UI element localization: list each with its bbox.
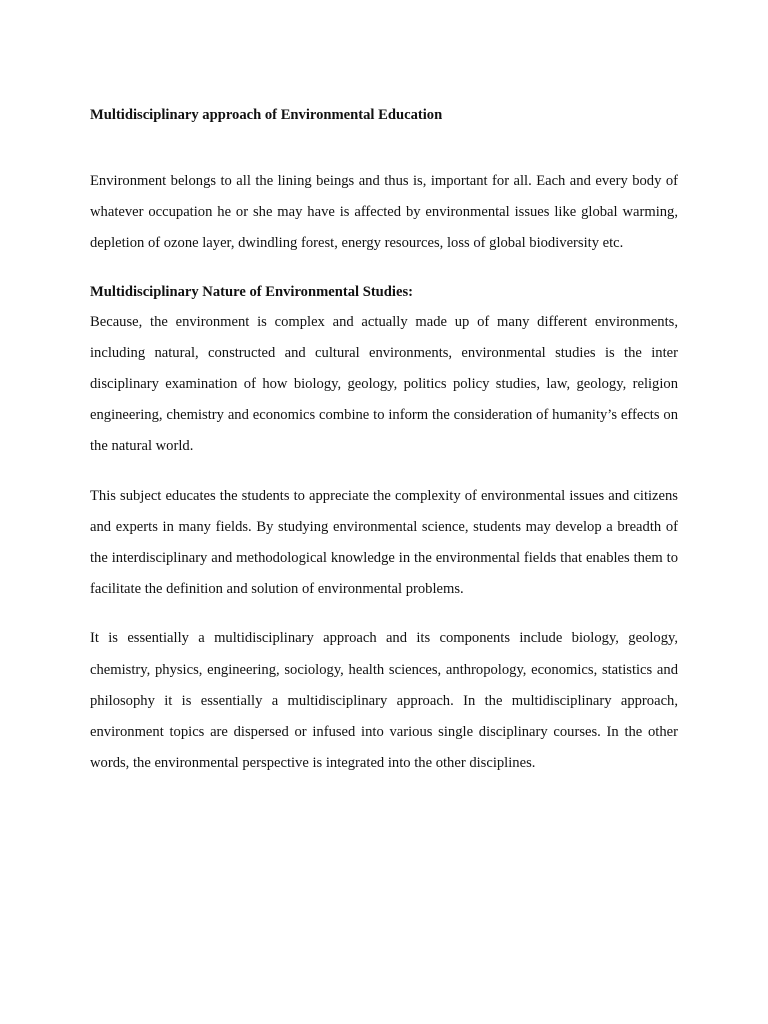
document-body [90, 104, 678, 779]
paragraph-subject-education: This subject educates the students to appreciate the complexity of environmental issues and citizens and experts in many fields. By studying environmental science, students may develop a breadth of the interdisciplinary and methodological knowledge in the environmental fields that enables them to facilitate the definition and solution of environmental problems. [90, 487, 678, 598]
paragraph-intro: Environment belongs to all the lining beings and thus is, important for all. Each and every body of whatever occupation he or she may have is affected by environmental issues like global warming, depletion of ozone layer, dwindling forest, energy resources, loss of global biodiversity etc. [90, 173, 678, 252]
section-heading: Multidisciplinary Nature of Environmental Studies: [90, 283, 413, 300]
paragraph-environment-complexity: Because, the environment is complex and actually made up of many different environments, including natural, constructed and cultural environments, environmental studies is the inter disciplinary examination of how biology, geology, politics policy studies, law, geology, religion engineering, chemistry and economics combine to inform the consideration of humanity’s effects on the natural world. [90, 313, 678, 455]
document-title: Multidisciplinary approach of Environmental Education [90, 107, 443, 123]
paragraph-multidisciplinary-components: It is essentially a multidisciplinary approach and its components include biology, geology, chemistry, physics, engineering, sociology, health sciences, anthropology, economics, statistics and philosophy it is essentially a multidisciplinary approach. In the multidisciplinary approach, environment topics are dispersed or infused into various single disciplinary courses. In the other words, the environmental perspective is integrated into the other disciplines. [90, 630, 678, 772]
